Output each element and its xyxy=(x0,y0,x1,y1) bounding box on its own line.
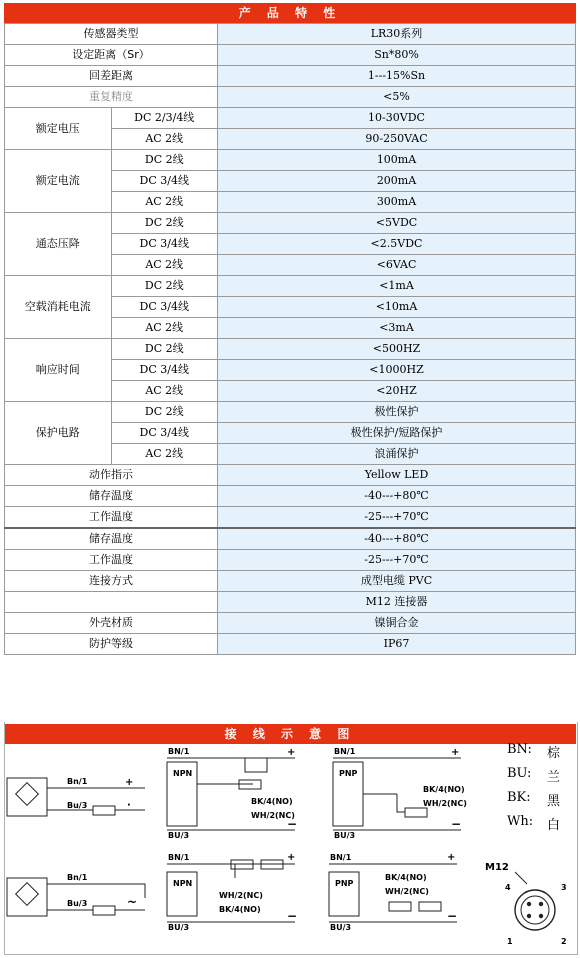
npn-plus: + xyxy=(287,747,296,758)
legend-bn: BN: 棕 xyxy=(507,742,561,761)
npn-minus: − xyxy=(287,817,298,831)
sub-label: DC 2/3/4线 xyxy=(111,108,218,129)
spec-row xyxy=(5,339,576,360)
spec-row xyxy=(5,592,576,613)
bu3-label-a: Bu/3 xyxy=(67,801,88,810)
group-label: 额定电压 xyxy=(5,108,112,150)
spec-value: 100mA xyxy=(218,150,576,171)
spec-value: <5VDC xyxy=(218,213,576,234)
legend-bu: BU: 兰 xyxy=(507,766,561,785)
legend-bk: BK: 黑 xyxy=(507,790,561,809)
spec-value: 90-250VAC xyxy=(218,129,576,150)
ac-2wire-diagram xyxy=(7,873,145,916)
spec-label xyxy=(5,592,218,613)
legend-wh: Wh: 白 xyxy=(507,814,561,833)
pnp-4wire-diagram xyxy=(329,852,457,932)
spec-label: 设定距离（Sr） xyxy=(5,45,218,66)
spec-value: <2.5VDC xyxy=(218,234,576,255)
pnp-label-b: PNP xyxy=(335,879,354,888)
spec-value: 成型电缆 PVC xyxy=(218,571,576,592)
sub-label: DC 3/4线 xyxy=(111,360,218,381)
sub-label: DC 2线 xyxy=(111,213,218,234)
npn4-wh2: WH/2(NC) xyxy=(219,891,263,900)
sub-label: DC 2线 xyxy=(111,402,218,423)
npn-bn1: BN/1 xyxy=(168,747,190,756)
sub-label: DC 3/4线 xyxy=(111,171,218,192)
spec-row xyxy=(5,550,576,571)
group-label: 响应时间 xyxy=(5,339,112,402)
group-label: 保护电路 xyxy=(5,402,112,465)
spec-label: 工作温度 xyxy=(5,550,218,571)
spec-value: 300mA xyxy=(218,192,576,213)
spec-value: -25---+70℃ xyxy=(218,507,576,529)
sub-label: AC 2线 xyxy=(111,444,218,465)
spec-value: M12 连接器 xyxy=(218,592,576,613)
spec-row xyxy=(5,465,576,486)
spec-row xyxy=(5,571,576,592)
spec-value: IP67 xyxy=(218,634,576,655)
spec-label: 回差距离 xyxy=(5,66,218,87)
pnp-bu3: BU/3 xyxy=(334,831,356,840)
wiring-header: 接 线 示 意 图 xyxy=(4,724,576,744)
spec-row xyxy=(5,486,576,507)
spec-row xyxy=(5,213,576,234)
npn-label-a: NPN xyxy=(173,769,193,778)
bu3-label-b: Bu/3 xyxy=(67,899,88,908)
pnp-bn1: BN/1 xyxy=(334,747,356,756)
pnp-3wire-diagram xyxy=(333,747,467,840)
npn4-plus: + xyxy=(287,852,296,863)
spec-header: 产 品 特 性 xyxy=(4,3,576,23)
pnp-minus: − xyxy=(451,817,462,831)
spec-row xyxy=(5,108,576,129)
npn4-bu3: BU/3 xyxy=(168,923,190,932)
npn-4wire-diagram xyxy=(167,852,297,932)
spec-row xyxy=(5,276,576,297)
pnp4-bk4: BK/4(NO) xyxy=(385,873,427,882)
spec-label: 动作指示 xyxy=(5,465,218,486)
pin-3: 3 xyxy=(561,883,567,892)
bn1-label-b: Bn/1 xyxy=(67,873,88,882)
spec-value: <1000HZ xyxy=(218,360,576,381)
dc-2wire-diagram xyxy=(7,777,145,816)
sub-label: DC 3/4线 xyxy=(111,297,218,318)
pin-1: 1 xyxy=(507,937,513,946)
spec-value: LR30系列 xyxy=(218,24,576,45)
pin-4: 4 xyxy=(505,883,511,892)
sub-label: DC 2线 xyxy=(111,150,218,171)
spec-value: -40---+80℃ xyxy=(218,528,576,550)
pnp-bk4: BK/4(NO) xyxy=(423,785,465,794)
spec-value: Yellow LED xyxy=(218,465,576,486)
spec-row xyxy=(5,45,576,66)
sub-label: DC 2线 xyxy=(111,276,218,297)
npn4-bk4: BK/4(NO) xyxy=(219,905,261,914)
spec-value: 浪涌保护 xyxy=(218,444,576,465)
spec-label: 工作温度 xyxy=(5,507,218,529)
spec-value: 镍铜合金 xyxy=(218,613,576,634)
pnp-plus: + xyxy=(451,747,460,758)
pnp-wh2: WH/2(NC) xyxy=(423,799,467,808)
spec-value: 200mA xyxy=(218,171,576,192)
pnp-label-a: PNP xyxy=(339,769,358,778)
spec-row xyxy=(5,150,576,171)
plus-a: + xyxy=(125,777,134,788)
sub-label: AC 2线 xyxy=(111,255,218,276)
m12-connector xyxy=(485,862,567,946)
spec-row xyxy=(5,66,576,87)
group-label: 额定电流 xyxy=(5,150,112,213)
spec-value: <10mA xyxy=(218,297,576,318)
spec-label: 传感器类型 xyxy=(5,24,218,45)
dot-a: · xyxy=(127,800,131,811)
sub-label: AC 2线 xyxy=(111,192,218,213)
pin-2: 2 xyxy=(561,937,567,946)
sub-label: AC 2线 xyxy=(111,129,218,150)
pnp4-bn1: BN/1 xyxy=(330,853,352,862)
spec-row xyxy=(5,507,576,529)
pnp4-minus: − xyxy=(447,909,458,923)
npn-bk4: BK/4(NO) xyxy=(251,797,293,806)
spec-value: 1---15%Sn xyxy=(218,66,576,87)
group-label: 通态压降 xyxy=(5,213,112,276)
spec-row xyxy=(5,613,576,634)
spec-row xyxy=(5,528,576,550)
pnp4-bu3: BU/3 xyxy=(330,923,352,932)
tilde-b: ~ xyxy=(127,895,138,909)
spec-label: 防护等级 xyxy=(5,634,218,655)
npn-wh2: WH/2(NC) xyxy=(251,811,295,820)
npn4-minus: − xyxy=(287,909,298,923)
group-label: 空载消耗电流 xyxy=(5,276,112,339)
spec-label: 重复精度 xyxy=(5,87,218,108)
pnp4-wh2: WH/2(NC) xyxy=(385,887,429,896)
npn-label-b: NPN xyxy=(173,879,193,888)
spec-row xyxy=(5,24,576,45)
bn1-label-a: Bn/1 xyxy=(67,777,88,786)
spec-value: -25---+70℃ xyxy=(218,550,576,571)
spec-value: 极性保护 xyxy=(218,402,576,423)
spec-value: <1mA xyxy=(218,276,576,297)
spec-label: 外壳材质 xyxy=(5,613,218,634)
sub-label: DC 2线 xyxy=(111,339,218,360)
spec-row xyxy=(5,402,576,423)
wiring-diagram xyxy=(4,722,578,955)
sub-label: DC 3/4线 xyxy=(111,423,218,444)
npn-bu3: BU/3 xyxy=(168,831,190,840)
npn4-bn1: BN/1 xyxy=(168,853,190,862)
spec-value: 极性保护/短路保护 xyxy=(218,423,576,444)
pnp4-plus: + xyxy=(447,852,456,863)
spec-row xyxy=(5,634,576,655)
spec-label: 连接方式 xyxy=(5,571,218,592)
spec-value: <20HZ xyxy=(218,381,576,402)
spec-label: 储存温度 xyxy=(5,528,218,550)
spec-value: -40---+80℃ xyxy=(218,486,576,507)
m12-label: M12 xyxy=(485,862,509,873)
spec-value: 10-30VDC xyxy=(218,108,576,129)
sub-label: AC 2线 xyxy=(111,318,218,339)
spec-table xyxy=(4,23,576,655)
spec-row xyxy=(5,87,576,108)
spec-value: Sn*80% xyxy=(218,45,576,66)
sub-label: AC 2线 xyxy=(111,381,218,402)
npn-3wire-diagram xyxy=(167,747,297,840)
spec-value: <6VAC xyxy=(218,255,576,276)
sub-label: DC 3/4线 xyxy=(111,234,218,255)
spec-label: 储存温度 xyxy=(5,486,218,507)
spec-value: <3mA xyxy=(218,318,576,339)
spec-value: <500HZ xyxy=(218,339,576,360)
spec-value: <5% xyxy=(218,87,576,108)
